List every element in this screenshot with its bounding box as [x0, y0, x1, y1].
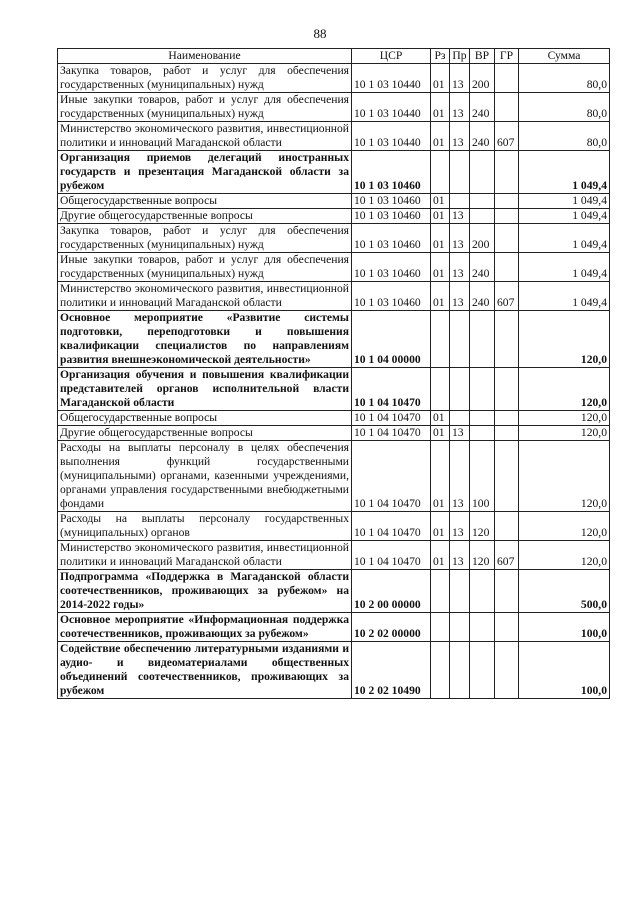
cell-name: Организация обучения и повышения квалификации представителей органов исполнительной власти Магаданской области	[58, 368, 352, 411]
header-rz: Рз	[431, 49, 450, 64]
cell-sum: 1 049,4	[519, 224, 610, 253]
cell-csr: 10 1 03 10460	[352, 253, 431, 282]
cell-gr	[495, 93, 519, 122]
budget-table	[57, 48, 610, 699]
cell-vr	[470, 194, 495, 209]
cell-csr: 10 1 03 10460	[352, 209, 431, 224]
table-row	[58, 194, 610, 209]
cell-rz: 01	[431, 512, 450, 541]
cell-vr: 120	[470, 541, 495, 570]
table-row	[58, 613, 610, 642]
cell-sum: 500,0	[519, 570, 610, 613]
cell-vr	[470, 368, 495, 411]
cell-gr: 607	[495, 541, 519, 570]
cell-rz: 01	[431, 441, 450, 512]
cell-vr	[470, 613, 495, 642]
cell-gr: 607	[495, 282, 519, 311]
cell-name: Министерство экономического развития, инвестиционной политики и инноваций Магаданской области	[58, 122, 352, 151]
cell-vr	[470, 426, 495, 441]
table-row	[58, 368, 610, 411]
cell-csr: 10 1 04 10470	[352, 411, 431, 426]
header-pr: Пр	[450, 49, 470, 64]
cell-vr	[470, 209, 495, 224]
cell-rz: 01	[431, 93, 450, 122]
cell-sum: 120,0	[519, 512, 610, 541]
cell-csr: 10 1 03 10440	[352, 93, 431, 122]
cell-sum: 80,0	[519, 93, 610, 122]
cell-gr	[495, 194, 519, 209]
cell-pr	[450, 368, 470, 411]
table-row	[58, 541, 610, 570]
cell-rz: 01	[431, 253, 450, 282]
cell-vr	[470, 151, 495, 194]
cell-gr	[495, 311, 519, 368]
cell-gr	[495, 368, 519, 411]
cell-name: Основное мероприятие «Развитие системы подготовки, переподготовки и повышения квалификации специалистов по направлениям развития внешнеэкономической деятельности»	[58, 311, 352, 368]
cell-name: Основное мероприятие «Информационная поддержка соотечественников, проживающих за рубежом»	[58, 613, 352, 642]
table-row	[58, 122, 610, 151]
cell-pr: 13	[450, 209, 470, 224]
cell-vr: 200	[470, 64, 495, 93]
cell-name: Организация приемов делегаций иностранных государств и презентация Магаданской области за рубежом	[58, 151, 352, 194]
cell-name: Общегосударственные вопросы	[58, 194, 352, 209]
header-sum: Сумма	[519, 49, 610, 64]
cell-pr	[450, 411, 470, 426]
cell-csr: 10 1 04 10470	[352, 368, 431, 411]
cell-rz: 01	[431, 411, 450, 426]
cell-csr: 10 1 04 10470	[352, 541, 431, 570]
cell-gr: 607	[495, 122, 519, 151]
cell-pr: 13	[450, 122, 470, 151]
cell-sum: 100,0	[519, 613, 610, 642]
cell-gr	[495, 570, 519, 613]
cell-vr: 240	[470, 93, 495, 122]
cell-pr: 13	[450, 541, 470, 570]
cell-name: Другие общегосударственные вопросы	[58, 209, 352, 224]
cell-csr: 10 2 02 10490	[352, 642, 431, 699]
cell-name: Иные закупки товаров, работ и услуг для обеспечения государственных (муниципальных) нужд	[58, 253, 352, 282]
cell-pr: 13	[450, 426, 470, 441]
table-row	[58, 642, 610, 699]
table-row	[58, 441, 610, 512]
cell-csr: 10 1 03 10460	[352, 194, 431, 209]
cell-pr: 13	[450, 253, 470, 282]
cell-sum: 1 049,4	[519, 253, 610, 282]
cell-name: Министерство экономического развития, инвестиционной политики и инноваций Магаданской области	[58, 541, 352, 570]
cell-rz: 01	[431, 194, 450, 209]
cell-pr: 13	[450, 441, 470, 512]
header-vr: ВР	[470, 49, 495, 64]
page-number: 88	[313, 26, 327, 41]
cell-vr: 100	[470, 441, 495, 512]
cell-csr: 10 1 04 10470	[352, 512, 431, 541]
cell-sum: 100,0	[519, 642, 610, 699]
cell-rz: 01	[431, 224, 450, 253]
cell-gr	[495, 613, 519, 642]
cell-csr: 10 1 03 10460	[352, 151, 431, 194]
cell-pr	[450, 642, 470, 699]
cell-name: Содействие обеспечению литературными изданиями и аудио- и видеоматериалами общественных объединений соотечественников, проживающих за рубежом	[58, 642, 352, 699]
cell-name: Министерство экономического развития, инвестиционной политики и инноваций Магаданской области	[58, 282, 352, 311]
cell-csr: 10 1 04 10470	[352, 426, 431, 441]
table-row	[58, 209, 610, 224]
cell-sum: 80,0	[519, 64, 610, 93]
cell-rz: 01	[431, 64, 450, 93]
table-row	[58, 512, 610, 541]
cell-gr	[495, 441, 519, 512]
cell-csr: 10 1 03 10440	[352, 122, 431, 151]
cell-csr: 10 1 04 10470	[352, 441, 431, 512]
cell-rz	[431, 368, 450, 411]
cell-name: Общегосударственные вопросы	[58, 411, 352, 426]
table-row	[58, 426, 610, 441]
cell-vr: 240	[470, 122, 495, 151]
header-name: Наименование	[58, 49, 352, 64]
cell-csr: 10 1 03 10460	[352, 282, 431, 311]
cell-gr	[495, 512, 519, 541]
cell-rz: 01	[431, 282, 450, 311]
cell-vr	[470, 570, 495, 613]
cell-pr	[450, 613, 470, 642]
cell-sum: 120,0	[519, 426, 610, 441]
cell-pr: 13	[450, 64, 470, 93]
cell-rz: 01	[431, 426, 450, 441]
cell-sum: 1 049,4	[519, 282, 610, 311]
cell-vr: 240	[470, 253, 495, 282]
cell-sum: 120,0	[519, 368, 610, 411]
cell-vr: 240	[470, 282, 495, 311]
cell-vr	[470, 411, 495, 426]
cell-gr	[495, 209, 519, 224]
cell-gr	[495, 426, 519, 441]
cell-gr	[495, 642, 519, 699]
table-row	[58, 64, 610, 93]
cell-gr	[495, 151, 519, 194]
table-row	[58, 282, 610, 311]
cell-rz	[431, 311, 450, 368]
cell-csr: 10 1 04 00000	[352, 311, 431, 368]
cell-rz	[431, 642, 450, 699]
table-row	[58, 311, 610, 368]
cell-name: Подпрограмма «Поддержка в Магаданской области соотечественников, проживающих за рубежом» на 2014-2022 годы»	[58, 570, 352, 613]
cell-gr	[495, 411, 519, 426]
cell-sum: 120,0	[519, 541, 610, 570]
cell-sum: 1 049,4	[519, 151, 610, 194]
cell-rz: 01	[431, 122, 450, 151]
cell-pr: 13	[450, 512, 470, 541]
cell-name: Иные закупки товаров, работ и услуг для обеспечения государственных (муниципальных) нужд	[58, 93, 352, 122]
cell-pr	[450, 151, 470, 194]
table-row	[58, 93, 610, 122]
cell-name: Закупка товаров, работ и услуг для обеспечения государственных (муниципальных) нужд	[58, 224, 352, 253]
cell-rz	[431, 613, 450, 642]
table-row	[58, 411, 610, 426]
cell-pr	[450, 194, 470, 209]
cell-csr: 10 1 03 10460	[352, 224, 431, 253]
table-row	[58, 151, 610, 194]
header-csr: ЦСР	[352, 49, 431, 64]
cell-gr	[495, 224, 519, 253]
cell-rz: 01	[431, 541, 450, 570]
cell-sum: 120,0	[519, 441, 610, 512]
cell-name: Расходы на выплаты персоналу в целях обеспечения выполнения функций государственными (муниципальными) органами, казенными учреждениями, органами управления государственными внебюджетными фондами	[58, 441, 352, 512]
cell-csr: 10 2 02 00000	[352, 613, 431, 642]
cell-rz: 01	[431, 209, 450, 224]
table-row	[58, 570, 610, 613]
cell-pr: 13	[450, 282, 470, 311]
cell-sum: 80,0	[519, 122, 610, 151]
cell-pr	[450, 311, 470, 368]
header-gr: ГР	[495, 49, 519, 64]
cell-name: Расходы на выплаты персоналу государственных (муниципальных) органов	[58, 512, 352, 541]
cell-vr: 200	[470, 224, 495, 253]
table-row	[58, 224, 610, 253]
cell-csr: 10 1 03 10440	[352, 64, 431, 93]
cell-vr	[470, 311, 495, 368]
cell-rz	[431, 151, 450, 194]
cell-vr: 120	[470, 512, 495, 541]
cell-csr: 10 2 00 00000	[352, 570, 431, 613]
cell-gr	[495, 64, 519, 93]
table-row	[58, 253, 610, 282]
cell-vr	[470, 642, 495, 699]
cell-name: Закупка товаров, работ и услуг для обеспечения государственных (муниципальных) нужд	[58, 64, 352, 93]
cell-sum: 1 049,4	[519, 209, 610, 224]
cell-sum: 120,0	[519, 311, 610, 368]
cell-name: Другие общегосударственные вопросы	[58, 426, 352, 441]
cell-rz	[431, 570, 450, 613]
cell-pr: 13	[450, 224, 470, 253]
cell-sum: 120,0	[519, 411, 610, 426]
cell-gr	[495, 253, 519, 282]
cell-sum: 1 049,4	[519, 194, 610, 209]
cell-pr: 13	[450, 93, 470, 122]
table-header-row	[58, 49, 610, 64]
cell-pr	[450, 570, 470, 613]
